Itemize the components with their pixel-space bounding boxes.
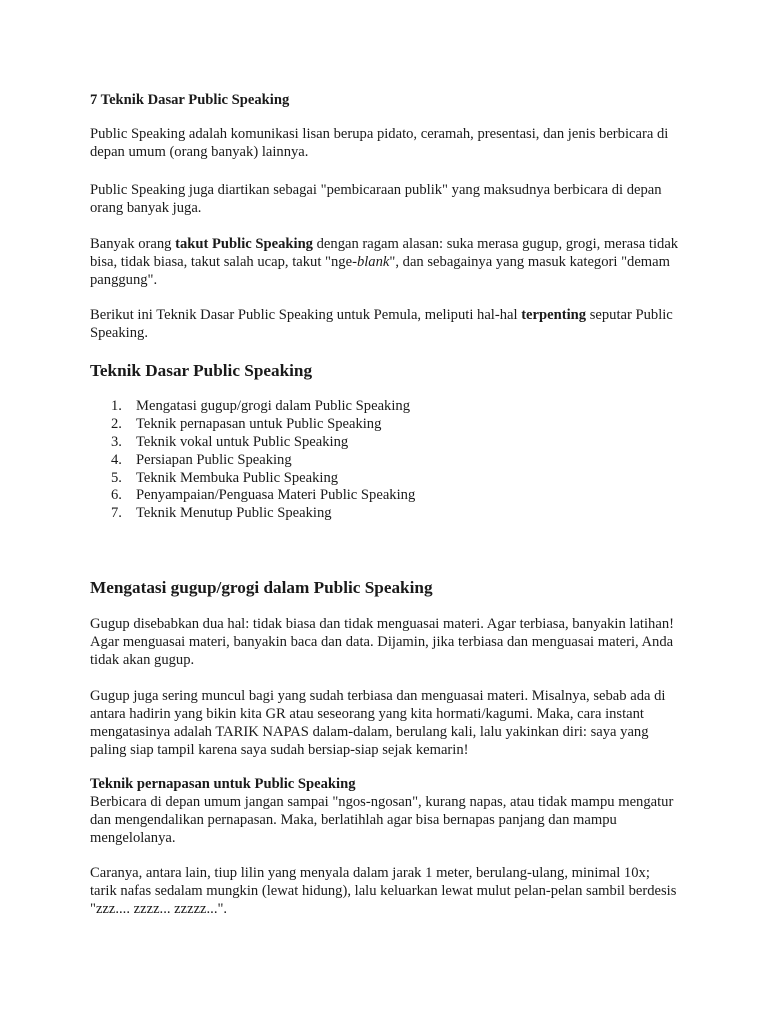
toc-item-number: 1. [111, 398, 122, 414]
toc-item-label: Mengatasi gugup/grogi dalam Public Speaking [136, 398, 410, 414]
section2-paragraph-1: Berbicara di depan umum jangan sampai "ngos-ngosan", kurang napas, atau tidak mampu mengatur dan mengendalikan pernapasan. Maka, berlatihlah agar bisa bernapas panjang dan mampu mengelolanya. [90, 794, 674, 846]
section1-paragraph-1: Gugup disebabkan dua hal: tidak biasa dan tidak menguasai materi. Agar terbiasa, banyakin latihan! Agar menguasai materi, banyakin baca dan data. Dijamin, jika terbiasa dan menguasai materi, Anda tidak akan gugup. [90, 616, 674, 668]
intro-paragraph-2: Public Speaking juga diartikan sebagai "pembicaraan publik" yang maksudnya berbicara di depan orang banyak juga. [90, 182, 662, 216]
section2-paragraph-2: Caranya, antara lain, tiup lilin yang menyala dalam jarak 1 meter, berulang-ulang, minimal 10x; tarik nafas sedalam mungkin (lewat hidung), lalu keluarkan lewat mulut pelan-pelan sambil berdesis "zzz.... zzzz... zzzzz...". [90, 865, 677, 917]
section1-heading: Mengatasi gugup/grogi dalam Public Speaking [90, 578, 433, 597]
intro-p4-text-after: seputar Public Speaking. [90, 307, 673, 341]
intro-p3-text-middle: dengan ragam alasan: suka merasa gugup, grogi, merasa tidak bisa, tidak biasa, takut salah ucap, takut "nge- [90, 236, 679, 270]
toc-item-number: 3. [111, 433, 122, 450]
intro-p3-italic: blank [356, 253, 390, 270]
toc-item-label: Penyampaian/Penguasa Materi Public Speaking [136, 487, 416, 504]
toc-item-label: Persiapan Public Speaking [136, 451, 292, 468]
intro-p3-bold: takut Public Speaking [175, 236, 313, 252]
intro-p4-bold: terpenting [521, 307, 587, 323]
toc-item-number: 2. [111, 415, 122, 432]
toc-item-label: Teknik vokal untuk Public Speaking [136, 433, 349, 450]
toc-item-label: Teknik pernapasan untuk Public Speaking [136, 415, 382, 432]
toc-item-number: 6. [111, 487, 122, 504]
intro-p3-text-before: Banyak orang [90, 236, 176, 252]
toc-item-label: Teknik Menutup Public Speaking [136, 505, 332, 522]
toc-heading: Teknik Dasar Public Speaking [90, 361, 313, 380]
toc-item-number: 7. [111, 505, 122, 522]
toc-item-number: 5. [111, 469, 122, 486]
section2-heading: Teknik pernapasan untuk Public Speaking [90, 776, 356, 792]
toc-item-number: 4. [111, 451, 122, 468]
section1-paragraph-2: Gugup juga sering muncul bagi yang sudah terbiasa dan menguasai materi. Misalnya, sebab ada di antara hadirin yang bikin kita GR atau seseorang yang kita hormati/kagumi. Maka, cara instant mengatasinya adalah TARIK NAPAS dalam-dalam, berulang kali, lalu yakinkan diri: saya yang paling siap tampil karena saya sudah bersiap-siap sejak kemarin! [90, 688, 666, 758]
intro-paragraph-1: Public Speaking adalah komunikasi lisan berupa pidato, ceramah, presentasi, dan jenis berbicara di depan umum (orang banyak) lainnya. [90, 126, 669, 160]
document-title: 7 Teknik Dasar Public Speaking [90, 92, 290, 108]
intro-p3-text-after: ", dan sebagainya yang masuk kategori "demam panggung". [90, 253, 670, 288]
intro-p4-text-before: Berikut ini Teknik Dasar Public Speaking untuk Pemula, meliputi hal-hal [90, 307, 522, 323]
intro-paragraph-3 [90, 236, 680, 290]
toc-item-label: Teknik Membuka Public Speaking [136, 469, 339, 486]
intro-paragraph-4 [90, 307, 680, 343]
